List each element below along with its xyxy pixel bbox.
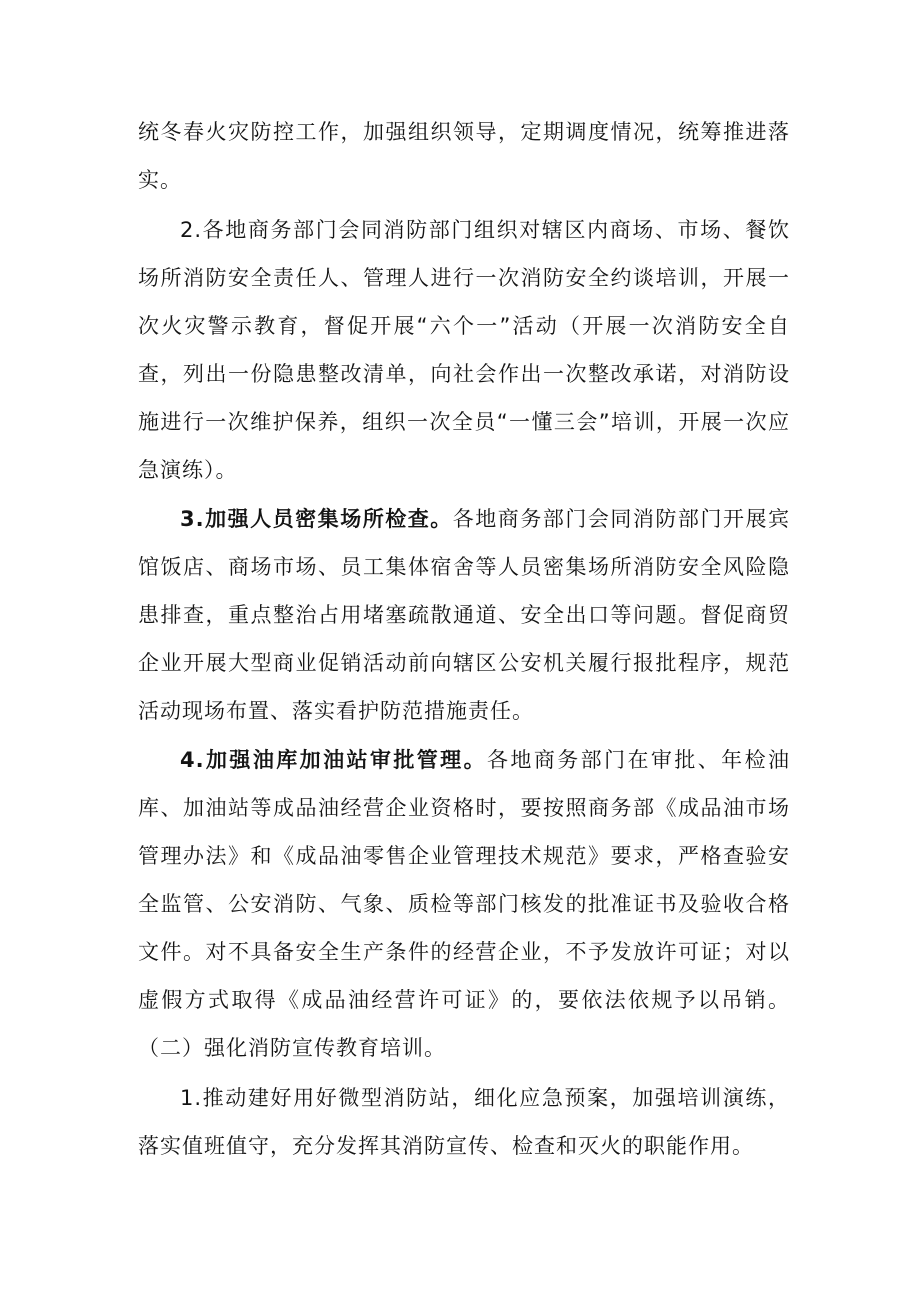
paragraph-item-1 — [138, 1074, 790, 1170]
paragraph-heading: 3.加强人员密集场所检查。 — [180, 507, 453, 531]
paragraph-text: 统冬春火灾防控工作，加强组织领导，定期调度情况，统筹推进落实。 — [138, 120, 790, 192]
paragraph-continuation — [138, 108, 790, 204]
paragraph-item-4 — [138, 736, 790, 1072]
paragraph-heading: 4.加强油库加油站审批管理。 — [180, 748, 487, 772]
paragraph-item-2 — [138, 206, 790, 494]
paragraph-item-3 — [138, 495, 790, 735]
paragraph-text: 各地商务部门在审批、年检油库、加油站等成品油经营企业资格时，要按照商务部《成品油市场管理办法》和《成品油零售企业管理技术规范》要求，严格查验安全监管、公安消防、气象、质检等部门核发的批准证书及验收合格文件。对不具备安全生产条件的经营企业，不予发放许可证；对以虚假方式取得《成品油经营许可证》的，要依法依规予以吊销。（二）强化消防宣传教育培训。 — [138, 748, 790, 1060]
paragraph-text: 1.推动建好用好微型消防站，细化应急预案，加强培训演练，落实值班值守，充分发挥其消防宣传、检查和灭火的职能作用。 — [138, 1086, 790, 1158]
paragraph-text: 2.各地商务部门会同消防部门组织对辖区内商场、市场、餐饮场所消防安全责任人、管理人进行一次消防安全约谈培训，开展一次火灾警示教育，督促开展“六个一”活动（开展一次消防安全自查，列出一份隐患整改清单，向社会作出一次整改承诺，对消防设施进行一次维护保养，组织一次全员“一懂三会”培训，开展一次应急演练）。 — [138, 218, 790, 482]
paragraph-text: 各地商务部门会同消防部门开展宾馆饭店、商场市场、员工集体宿舍等人员密集场所消防安全风险隐患排查，重点整治占用堵塞疏散通道、安全出口等问题。督促商贸企业开展大型商业促销活动前向辖区公安机关履行报批程序，规范活动现场布置、落实看护防范措施责任。 — [138, 507, 790, 723]
